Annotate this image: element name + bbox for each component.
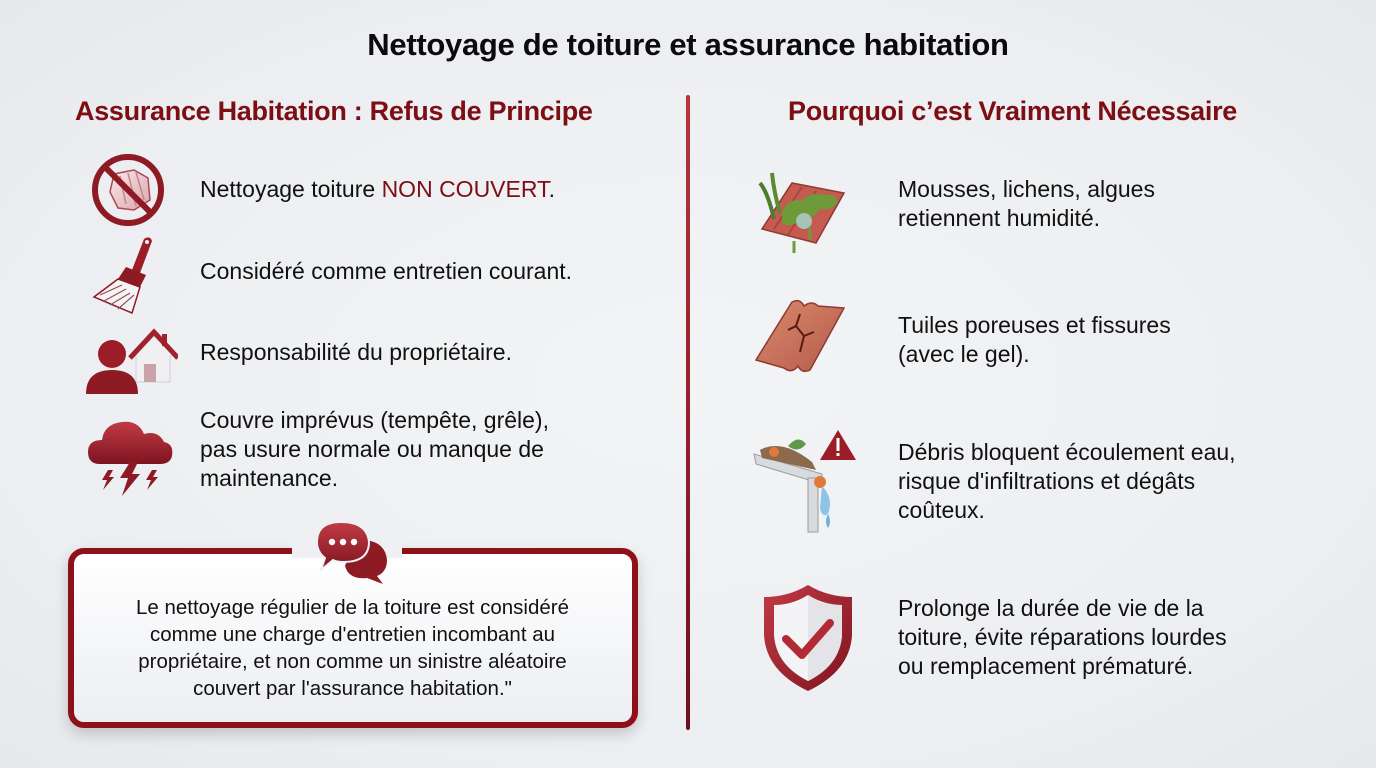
owner-house-icon	[84, 326, 178, 396]
page-title: Nettoyage de toiture et assurance habitation	[367, 27, 1009, 62]
quote-text: Le nettoyage régulier de la toiture est considéré comme une charge d'entretien incombant au propriétaire, et non comme un sinistre aléatoire couvert par l'assurance habitation."	[135, 596, 570, 700]
left-item-text: Nettoyage toiture NON COUVERT.	[200, 176, 555, 202]
right-item-text: Prolonge la durée de vie de la toiture, évite réparations lourdes ou remplacement prématuré.	[898, 595, 1227, 679]
no-roof-tile-icon	[90, 152, 166, 228]
storm-cloud-icon	[86, 412, 174, 498]
mossy-tile-icon	[752, 163, 852, 255]
brush-icon	[88, 233, 172, 317]
left-item-text: Couvre imprévus (tempête, grêle), pas usure normale ou manque de maintenance.	[200, 407, 549, 491]
clogged-gutter-warning-icon	[752, 428, 862, 536]
speech-bubbles-icon	[315, 518, 391, 586]
left-column-heading: Assurance Habitation : Refus de Principe	[75, 96, 593, 126]
not-covered-highlight: NON COUVERT	[381, 176, 549, 202]
left-item-text: Considéré comme entretien courant.	[200, 258, 573, 284]
left-item-text: Responsabilité du propriétaire.	[200, 339, 512, 365]
right-item-text: Tuiles poreuses et fissures (avec le gel).	[898, 312, 1171, 367]
column-divider	[686, 95, 690, 730]
right-item-text: Débris bloquent écoulement eau, risque d'infiltrations et dégâts coûteux.	[898, 439, 1236, 523]
shield-check-icon	[760, 583, 856, 693]
right-item-text: Mousses, lichens, algues retiennent humidité.	[898, 176, 1155, 231]
right-column-heading: Pourquoi c’est Vraiment Nécessaire	[788, 96, 1237, 126]
cracked-tile-icon	[752, 296, 848, 376]
